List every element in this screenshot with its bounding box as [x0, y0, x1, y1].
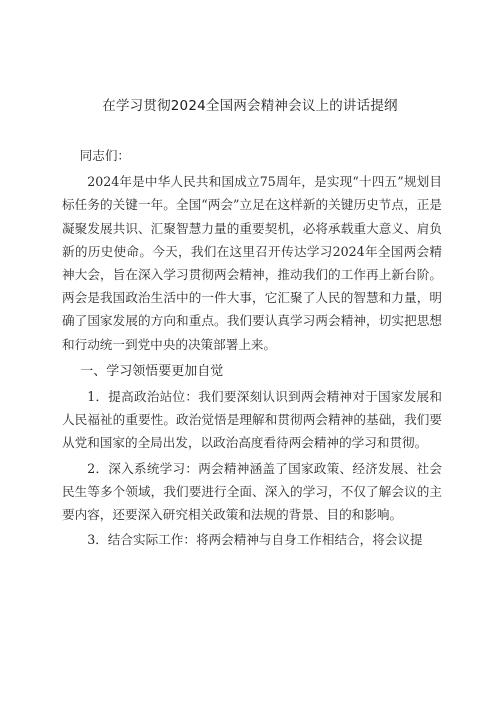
numbered-item: 3．结合实际工作：将两会精神与自身工作相结合，将会议提: [87, 532, 423, 548]
numbered-item: 1．提高政治站位：我们要深刻认识到两会精神对于国家发展和人民福祉的重要性。政治觉悟是理解和贯彻两会精神的基础，我们要从党和国家的全局出发，以政治高度看待两会精神的学习和贯彻。: [62, 389, 442, 451]
document-title: 在学习贯彻2024全国两会精神会议上的讲话提纲: [102, 98, 398, 114]
section-heading: 一、学习领悟要更加自觉: [80, 363, 224, 379]
numbered-item: 2．深入系统学习：两会精神涵盖了国家政策、经济发展、社会民生等多个领域，我们要进行全面、深入的学习，不仅了解会议的主要内容，还要深入研究相关政策和法规的背景、目的和影响。: [62, 460, 442, 523]
intro-paragraph: 2024年是中华人民共和国成立75周年，是实现“十四五”规划目标任务的关键一年。全国“两会”立足在这样新的关键历史节点，正是凝聚发展共识、汇聚智慧力量的重要契机，必将承载重大意义、肩负新的历史使命。今天，我们在这里召开传达学习2024年全国两会精神大会，旨在深入学习贯彻两会精神，推动我们的工作再上新台阶。两会是我国政治生活中的一件大事，它汇聚了人民的智慧和力量，明确了国家发展的方向和重点。我们要认真学习两会精神，切实把思想和行动统一到党中央的决策部署上来。: [62, 174, 442, 352]
document-body: [62, 144, 442, 551]
salutation: 同志们：: [79, 148, 130, 163]
